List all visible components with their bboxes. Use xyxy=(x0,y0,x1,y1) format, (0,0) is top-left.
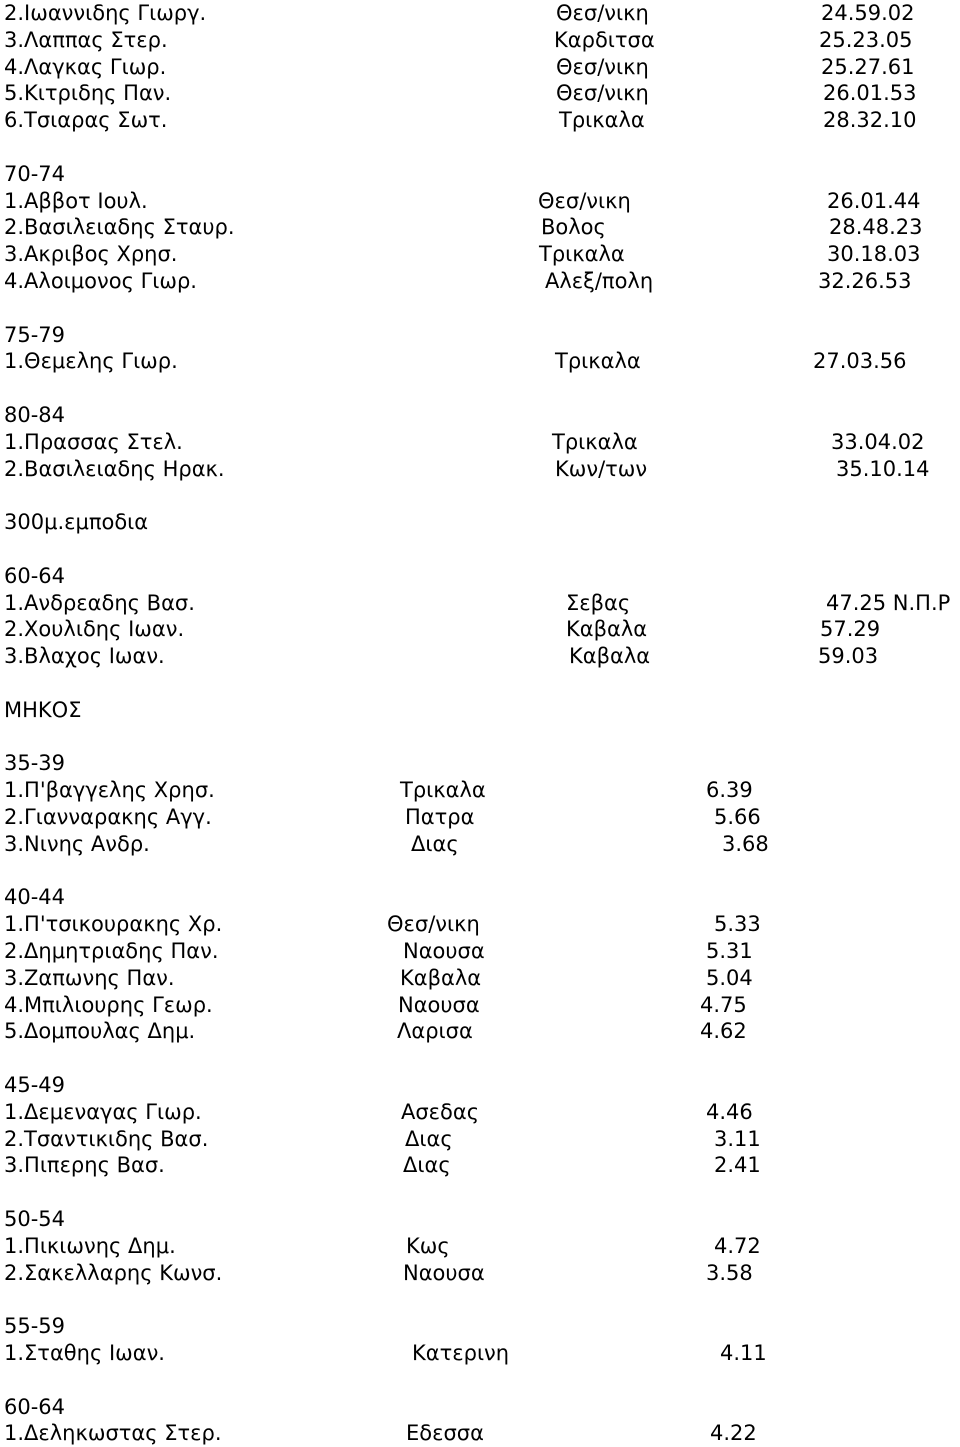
athlete-name: 2.Χουλιδης Ιωαν. xyxy=(4,617,185,642)
result-row xyxy=(0,1420,960,1447)
athlete-name: 1.Π'τσικουρακης Χρ. xyxy=(4,912,223,937)
section-heading: 60-64 xyxy=(4,1394,66,1419)
athlete-city: Καβαλα xyxy=(400,965,482,990)
result-row xyxy=(0,1126,960,1153)
section-heading: 55-59 xyxy=(4,1314,66,1339)
result-row xyxy=(0,804,960,831)
athlete-result: 3.58 xyxy=(706,1260,753,1285)
section-heading: 60-64 xyxy=(4,563,66,588)
athlete-result: 47.25 Ν.Π.Ρ xyxy=(826,590,951,615)
athlete-city: Διας xyxy=(411,831,459,856)
result-row xyxy=(0,54,960,81)
result-row xyxy=(0,80,960,107)
result-row xyxy=(0,643,960,670)
athlete-name: 3.Βλαχος Ιωαν. xyxy=(4,644,165,669)
athlete-name: 4.Μπιλιουρης Γεωρ. xyxy=(4,992,213,1017)
athlete-name: 1.Π'βαγγελης Χρησ. xyxy=(4,778,215,803)
athlete-city: Θεσ/νικη xyxy=(538,188,631,213)
athlete-city: Τρικαλα xyxy=(539,242,625,267)
athlete-name: 3.Νινης Ανδρ. xyxy=(4,831,150,856)
athlete-name: 1.Πικιωνης Δημ. xyxy=(4,1233,176,1258)
athlete-city: Διας xyxy=(405,1126,453,1151)
result-row xyxy=(0,1340,960,1367)
athlete-result: 4.22 xyxy=(710,1421,757,1446)
athlete-name: 2.Δημητριαδης Παν. xyxy=(4,939,219,963)
result-row xyxy=(0,1018,960,1045)
athlete-name: 3.Ακριβος Χρησ. xyxy=(4,242,178,267)
section-heading: 50-54 xyxy=(4,1207,66,1231)
athlete-result: 4.72 xyxy=(714,1233,761,1258)
result-row xyxy=(0,992,960,1019)
athlete-city: Καβαλα xyxy=(569,644,651,669)
athlete-city: Θεσ/νικη xyxy=(556,1,649,25)
athlete-result: 32.26.53 xyxy=(818,269,912,293)
athlete-city: Τρικαλα xyxy=(400,778,486,803)
athlete-name: 3.Ζαπωνης Παν. xyxy=(4,965,175,990)
athlete-city: Καρδιτσα xyxy=(554,27,655,52)
athlete-name: 2.Βασιλειαδης Ηρακ. xyxy=(4,456,225,481)
result-row xyxy=(0,107,960,134)
athlete-name: 1.Ανδρεαδης Βασ. xyxy=(4,590,195,615)
athlete-result: 25.27.61 xyxy=(821,54,915,79)
result-row xyxy=(0,456,960,483)
athlete-city: Ναουσα xyxy=(403,939,485,963)
result-row xyxy=(0,777,960,804)
athlete-name: 3.Λαππας Στερ. xyxy=(4,27,168,52)
result-row xyxy=(0,965,960,992)
athlete-name: 6.Τσιαρας Σωτ. xyxy=(4,108,168,133)
athlete-name: 2.Γιανναρακης Αγγ. xyxy=(4,805,212,829)
athlete-name: 4.Αλοιμονος Γιωρ. xyxy=(4,269,197,293)
athlete-result: 30.18.03 xyxy=(827,242,921,267)
result-row xyxy=(0,938,960,965)
result-row xyxy=(0,429,960,456)
athlete-city: Κατερινη xyxy=(412,1341,510,1365)
athlete-city: Ναουσα xyxy=(403,1260,485,1285)
section-heading: 45-49 xyxy=(4,1073,66,1097)
athlete-city: Θεσ/νικη xyxy=(556,81,649,106)
athlete-result: 3.68 xyxy=(722,831,769,856)
athlete-city: Θεσ/νικη xyxy=(387,912,480,937)
result-row xyxy=(0,188,960,215)
athlete-city: Κως xyxy=(406,1233,450,1258)
athlete-name: 2.Τσαντικιδης Βασ. xyxy=(4,1126,209,1151)
section-heading: 35-39 xyxy=(4,751,66,776)
section-heading: ΜΗΚΟΣ xyxy=(4,697,82,722)
result-row xyxy=(0,831,960,858)
result-row xyxy=(0,268,960,295)
result-row xyxy=(0,1233,960,1260)
section-heading: 70-74 xyxy=(4,161,66,186)
athlete-result: 2.41 xyxy=(714,1153,761,1178)
athlete-name: 4.Λαγκας Γιωρ. xyxy=(4,54,167,79)
athlete-name: 1.Σταθης Ιωαν. xyxy=(4,1341,165,1365)
athlete-name: 1.Αββοτ Ιουλ. xyxy=(4,188,148,213)
athlete-city: Εδεσσα xyxy=(406,1421,484,1446)
result-row xyxy=(0,0,960,27)
result-row xyxy=(0,214,960,241)
athlete-city: Σεβας xyxy=(566,590,631,615)
athlete-result: 26.01.44 xyxy=(827,188,921,213)
athlete-result: 24.59.02 xyxy=(821,1,915,25)
athlete-city: Τρικαλα xyxy=(559,108,645,133)
athlete-name: 1.Δεμεναγας Γιωρ. xyxy=(4,1099,202,1124)
athlete-name: 5.Δομπουλας Δημ. xyxy=(4,1019,196,1044)
athlete-city: Καβαλα xyxy=(566,617,648,642)
athlete-result: 4.62 xyxy=(700,1019,747,1044)
section-heading: 300μ.εμποδια xyxy=(4,510,149,535)
result-row xyxy=(0,616,960,643)
athlete-result: 4.46 xyxy=(706,1099,753,1124)
athlete-city: Τρικαλα xyxy=(552,429,638,454)
athlete-result: 5.04 xyxy=(706,965,753,990)
athlete-city: Θεσ/νικη xyxy=(556,54,649,79)
athlete-name: 2.Σακελλαρης Κωνσ. xyxy=(4,1260,223,1285)
result-row xyxy=(0,590,960,617)
athlete-result: 59.03 xyxy=(818,644,879,669)
result-row xyxy=(0,1152,960,1179)
athlete-result: 5.31 xyxy=(706,939,753,963)
athlete-result: 57.29 xyxy=(820,617,881,642)
athlete-result: 28.32.10 xyxy=(823,108,917,133)
athlete-result: 26.01.53 xyxy=(823,81,917,106)
athlete-name: 1.Πρασσας Στελ. xyxy=(4,429,183,454)
athlete-name: 1.Θεμελης Γιωρ. xyxy=(4,349,178,374)
athlete-result: 35.10.14 xyxy=(836,456,930,481)
athlete-city: Τρικαλα xyxy=(555,349,641,374)
athlete-name: 1.Δεληκωστας Στερ. xyxy=(4,1421,222,1446)
athlete-city: Βολος xyxy=(541,215,606,240)
athlete-result: 33.04.02 xyxy=(831,429,925,454)
athlete-city: Διας xyxy=(403,1153,451,1178)
athlete-name: 5.Κιτριδης Παν. xyxy=(4,81,172,106)
athlete-city: Κων/των xyxy=(555,456,648,481)
result-row xyxy=(0,911,960,938)
athlete-name: 3.Πιπερης Βασ. xyxy=(4,1153,165,1178)
athlete-city: Ναουσα xyxy=(398,992,480,1017)
athlete-result: 25.23.05 xyxy=(819,27,913,52)
athlete-result: 5.33 xyxy=(714,912,761,937)
athlete-name: 2.Ιωαννιδης Γιωργ. xyxy=(4,1,207,25)
athlete-city: Αλεξ/πολη xyxy=(545,269,654,293)
result-row xyxy=(0,1099,960,1126)
athlete-result: 28.48.23 xyxy=(829,215,923,240)
athlete-name: 2.Βασιλειαδης Σταυρ. xyxy=(4,215,235,240)
athlete-result: 3.11 xyxy=(714,1126,761,1151)
result-row xyxy=(0,348,960,375)
athlete-result: 4.75 xyxy=(700,992,747,1017)
section-heading: 40-44 xyxy=(4,885,66,910)
athlete-result: 4.11 xyxy=(720,1341,767,1365)
athlete-city: Ασεδας xyxy=(401,1099,480,1124)
athlete-city: Λαρισα xyxy=(397,1019,473,1044)
athlete-city: Πατρα xyxy=(405,805,475,829)
result-row xyxy=(0,27,960,54)
athlete-result: 6.39 xyxy=(706,778,753,803)
section-heading: 75-79 xyxy=(4,322,66,347)
athlete-result: 5.66 xyxy=(714,805,761,829)
result-row xyxy=(0,241,960,268)
section-heading: 80-84 xyxy=(4,403,66,427)
athlete-result: 27.03.56 xyxy=(813,349,907,374)
result-row xyxy=(0,1260,960,1287)
